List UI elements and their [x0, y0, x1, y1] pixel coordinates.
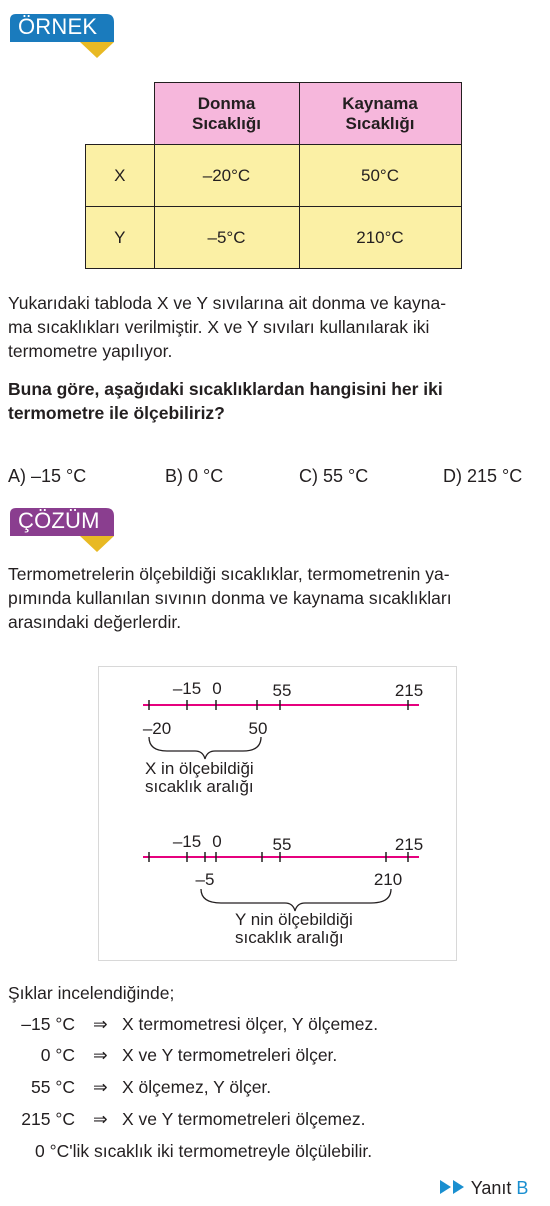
double-arrow-icon — [440, 1178, 466, 1196]
range-brace-x — [149, 737, 261, 759]
tick-label: –5 — [195, 870, 215, 889]
temperature-table — [85, 82, 462, 269]
answer-letter: B — [516, 1178, 529, 1198]
row-freeze: –20°C — [154, 145, 299, 207]
row-boil: 210°C — [299, 207, 461, 269]
tick-label: –15 — [172, 832, 202, 851]
analysis-temp: –15 °C — [21, 1014, 75, 1034]
implies-icon: ⇒ — [93, 1109, 108, 1129]
header-boil-line2: Sıcaklığı — [345, 113, 415, 133]
implies-icon: ⇒ — [93, 1077, 108, 1097]
number-line-figure — [98, 666, 457, 961]
analysis-result: X ve Y termometreleri ölçer. — [122, 1045, 338, 1065]
option-d: D) 215 °C — [443, 466, 523, 486]
header-freeze-line2: Sıcaklığı — [192, 113, 261, 133]
table-header-boil — [299, 83, 461, 145]
question-line: Yukarıdaki tabloda X ve Y sıvılarına ait donma ve kayna- — [8, 293, 447, 313]
option-a: A) –15 °C — [8, 466, 87, 486]
number-line-x — [143, 679, 423, 796]
question-prompt — [8, 377, 541, 425]
range-brace-y — [201, 889, 391, 911]
analysis-temp: 215 °C — [21, 1109, 75, 1129]
table-header-freeze — [154, 83, 299, 145]
question-text — [8, 291, 541, 363]
table-corner — [86, 83, 155, 145]
option-b: B) 0 °C — [165, 466, 224, 486]
answer-prefix: Yanıt — [470, 1178, 512, 1198]
header-freeze-line1: Donma — [197, 93, 256, 113]
question-prompt-line: Buna göre, aşağıdaki sıcaklıklardan hangisini her iki — [8, 379, 443, 399]
solution-text — [8, 562, 541, 634]
tick-label: 0 — [212, 832, 222, 851]
conclusion: 0 °C'lik sıcaklık iki termometreyle ölçülebilir. — [35, 1141, 373, 1161]
solution-line: pımında kullanılan sıvının donma ve kaynama sıcaklıkları — [8, 588, 452, 608]
implies-icon: ⇒ — [93, 1045, 108, 1065]
tick-label: 215 — [394, 835, 424, 854]
question-line: termometre yapılıyor. — [8, 341, 173, 361]
solution-line: arasındaki değerlerdir. — [8, 612, 182, 632]
analysis-temp: 55 °C — [31, 1077, 75, 1097]
tick-label: 0 — [212, 679, 222, 698]
range-caption-y: Y nin ölçebildiği — [235, 910, 353, 929]
tick-label: 215 — [394, 681, 424, 700]
number-line-y — [143, 832, 423, 947]
row-label: X — [86, 145, 155, 207]
solution-badge — [10, 506, 114, 542]
tick-label: –20 — [142, 719, 172, 738]
row-boil: 50°C — [299, 145, 461, 207]
range-caption-y: sıcaklık aralığı — [235, 928, 344, 947]
solution-badge-label: ÇÖZÜM — [18, 508, 100, 533]
analysis-intro: Şıklar incelendiğinde; — [8, 983, 175, 1003]
question-line: ma sıcaklıkları verilmiştir. X ve Y sıvıları kullanılarak iki — [8, 317, 430, 337]
solution-line: Termometrelerin ölçebildiği sıcaklıklar, termometrenin ya- — [8, 564, 450, 584]
example-badge — [10, 12, 114, 48]
row-label: Y — [86, 207, 155, 269]
header-boil-line1: Kaynama — [342, 93, 418, 113]
analysis-result: X ölçemez, Y ölçer. — [122, 1077, 272, 1097]
range-caption-x: X in ölçebildiği — [145, 759, 254, 778]
answer — [440, 1178, 528, 1199]
tick-label: –15 — [172, 679, 202, 698]
analysis-result: X termometresi ölçer, Y ölçemez. — [122, 1014, 379, 1034]
range-caption-x: sıcaklık aralığı — [145, 777, 254, 796]
row-freeze: –5°C — [154, 207, 299, 269]
table-row — [86, 207, 462, 269]
tick-label: 55 — [272, 681, 292, 700]
tick-label: 55 — [272, 835, 292, 854]
analysis-result: X ve Y termometreleri ölçemez. — [122, 1109, 366, 1129]
example-badge-label: ÖRNEK — [18, 14, 98, 39]
option-c: C) 55 °C — [299, 466, 369, 486]
question-prompt-line: termometre ile ölçebiliriz? — [8, 403, 225, 423]
number-line-svg — [99, 667, 456, 960]
analysis-temp: 0 °C — [40, 1045, 75, 1065]
tick-label: 210 — [373, 870, 403, 889]
tick-label: 50 — [248, 719, 268, 738]
implies-icon: ⇒ — [93, 1014, 108, 1034]
table-row — [86, 145, 462, 207]
